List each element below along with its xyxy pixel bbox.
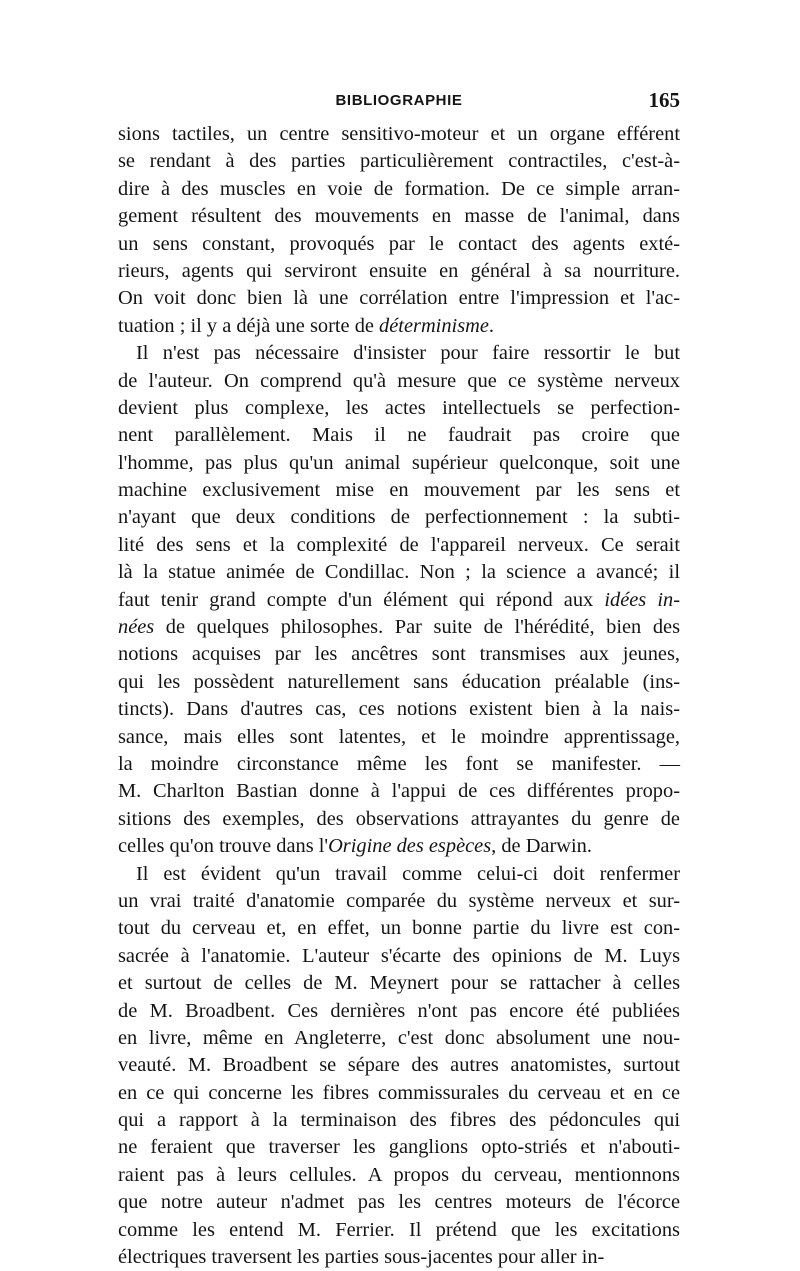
- text-line: [118, 258, 680, 285]
- text-run: un vrai traité d'anatomie comparée du système nerveux et sur-: [118, 889, 680, 912]
- text-line: [118, 614, 680, 641]
- paragraph: [118, 340, 680, 860]
- text-run: , de Darwin.: [491, 835, 592, 858]
- text-line: [118, 368, 680, 395]
- text-run: qui a rapport à la terminaison des fibres des pédoncules qui: [118, 1109, 680, 1132]
- text-line: [118, 861, 680, 888]
- text-line: [118, 231, 680, 258]
- text-line: [118, 888, 680, 915]
- text-line: [118, 285, 680, 312]
- text-line: [118, 1052, 680, 1079]
- running-title: BIBLIOGRAPHIE: [335, 92, 463, 109]
- text-run: comme les entend M. Ferrier. Il prétend que les excitations: [118, 1218, 680, 1241]
- text-line: [118, 943, 680, 970]
- text-run: devient plus complexe, les actes intellectuels se perfection-: [118, 396, 680, 419]
- text-line: [118, 395, 680, 422]
- text-run: Il est évident qu'un travail comme celui-ci doit renfermer: [136, 862, 680, 885]
- text-line: [118, 1080, 680, 1107]
- text-line: [118, 669, 680, 696]
- text-run: Il n'est pas nécessaire d'insister pour faire ressortir le but: [136, 342, 680, 365]
- text-run: la moindre circonstance même les font se manifester. —: [118, 752, 680, 775]
- text-line: [118, 641, 680, 668]
- text-run: de M. Broadbent. Ces dernières n'ont pas encore été publiées: [118, 999, 680, 1022]
- text-line: [118, 504, 680, 531]
- text-run: tincts). Dans d'autres cas, ces notions existent bien à la nais-: [118, 698, 680, 721]
- text-run: sacrée à l'anatomie. L'auteur s'écarte des opinions de M. Luys: [118, 944, 680, 967]
- text-run: nent parallèlement. Mais il ne faudrait pas croire que: [118, 424, 680, 447]
- text-line: [118, 559, 680, 586]
- text-run: machine exclusivement mise en mouvement par les sens et: [118, 479, 680, 502]
- text-line: [118, 313, 680, 340]
- text-run: faut tenir grand compte d'un élément qui répond aux: [118, 588, 605, 611]
- text-line: [118, 1134, 680, 1161]
- text-line: [118, 176, 680, 203]
- text-run: gement résultent des mouvements en masse de l'animal, dans: [118, 205, 680, 228]
- text-run: celles qu'on trouve dans l': [118, 835, 329, 858]
- text-line: [118, 1107, 680, 1134]
- text-run: veauté. M. Broadbent se sépare des autres anatomistes, surtout: [118, 1054, 680, 1077]
- text-run: qui les possèdent naturellement sans éducation préalable (ins-: [118, 670, 680, 693]
- text-line: [118, 477, 680, 504]
- text-run: de quelques philosophes. Par suite de l'hérédité, bien des: [154, 616, 680, 639]
- paragraph: [118, 121, 680, 340]
- text-line: [118, 696, 680, 723]
- text-run: l'homme, pas plus qu'un animal supérieur quelconque, soit une: [118, 451, 680, 474]
- text-run: que notre auteur n'admet pas les centres moteurs de l'écorce: [118, 1191, 680, 1214]
- page-header: [118, 88, 680, 122]
- text-line: [118, 1162, 680, 1189]
- italic-text: déterminisme: [379, 314, 489, 337]
- text-line: [118, 587, 680, 614]
- text-line: [118, 203, 680, 230]
- text-run: On voit donc bien là une corrélation entre l'impression et l'ac-: [118, 287, 680, 310]
- text-run: n'ayant que deux conditions de perfectionnement : la subti-: [118, 506, 680, 529]
- text-run: là la statue animée de Condillac. Non ; la science a avancé; il: [118, 561, 680, 584]
- text-run: .: [488, 314, 495, 337]
- text-line: [118, 148, 680, 175]
- italic-text: nées: [118, 616, 155, 639]
- text-line: [118, 121, 680, 148]
- text-line: [118, 724, 680, 751]
- text-line: [118, 1244, 680, 1271]
- text-line: [118, 340, 680, 367]
- text-line: [118, 970, 680, 997]
- text-line: [118, 532, 680, 559]
- text-run: se rendant à des parties particulièrement contractiles, c'est-à-: [118, 150, 680, 173]
- text-run: tout du cerveau et, en effet, un bonne partie du livre est con-: [118, 917, 680, 940]
- text-run: de l'auteur. On comprend qu'à mesure que ce système nerveux: [118, 369, 680, 392]
- text-line: [118, 450, 680, 477]
- text-line: [118, 778, 680, 805]
- text-run: un sens constant, provoqués par le contact des agents exté-: [118, 232, 680, 255]
- text-run: sance, mais elles sont latentes, et le moindre apprentissage,: [118, 725, 680, 748]
- text-run: sitions des exemples, des observations attrayantes du genre de: [118, 807, 680, 830]
- paragraph: [118, 861, 680, 1271]
- text-line: [118, 1189, 680, 1216]
- text-run: électriques traversent les parties sous-jacentes pour aller in-: [118, 1246, 605, 1269]
- text-run: en ce qui concerne les fibres commissurales du cerveau et en ce: [118, 1081, 680, 1104]
- text-line: [118, 806, 680, 833]
- text-run: lité des sens et la complexité de l'appareil nerveux. Ce serait: [118, 533, 680, 556]
- text-run: et surtout de celles de M. Meynert pour se rattacher à celles: [118, 972, 680, 995]
- text-line: [118, 751, 680, 778]
- text-run: en livre, même en Angleterre, c'est donc absolument une nou-: [118, 1026, 680, 1049]
- text-line: [118, 915, 680, 942]
- text-line: [118, 422, 680, 449]
- text-run: rieurs, agents qui serviront ensuite en général à sa nourriture.: [118, 259, 680, 282]
- text-line: [118, 1217, 680, 1244]
- text-line: [118, 833, 680, 860]
- italic-text: idées in-: [604, 588, 680, 611]
- body-text: [118, 121, 680, 1271]
- text-run: notions acquises par les ancêtres sont transmises aux jeunes,: [118, 643, 680, 666]
- italic-text: Origine des espèces: [328, 835, 492, 858]
- text-run: dire à des muscles en voie de formation. De ce simple arran-: [118, 177, 680, 200]
- text-run: M. Charlton Bastian donne à l'appui de ces différentes propo-: [118, 780, 680, 803]
- page-number: 165: [648, 88, 680, 112]
- text-line: [118, 1025, 680, 1052]
- text-run: tuation ; il y a déjà une sorte de: [118, 314, 380, 337]
- text-run: ne feraient que traverser les ganglions opto-striés et n'abouti-: [118, 1136, 680, 1159]
- text-run: raient pas à leurs cellules. A propos du cerveau, mentionnons: [118, 1163, 680, 1186]
- text-run: sions tactiles, un centre sensitivo-moteur et un organe efférent: [118, 123, 680, 145]
- text-line: [118, 998, 680, 1025]
